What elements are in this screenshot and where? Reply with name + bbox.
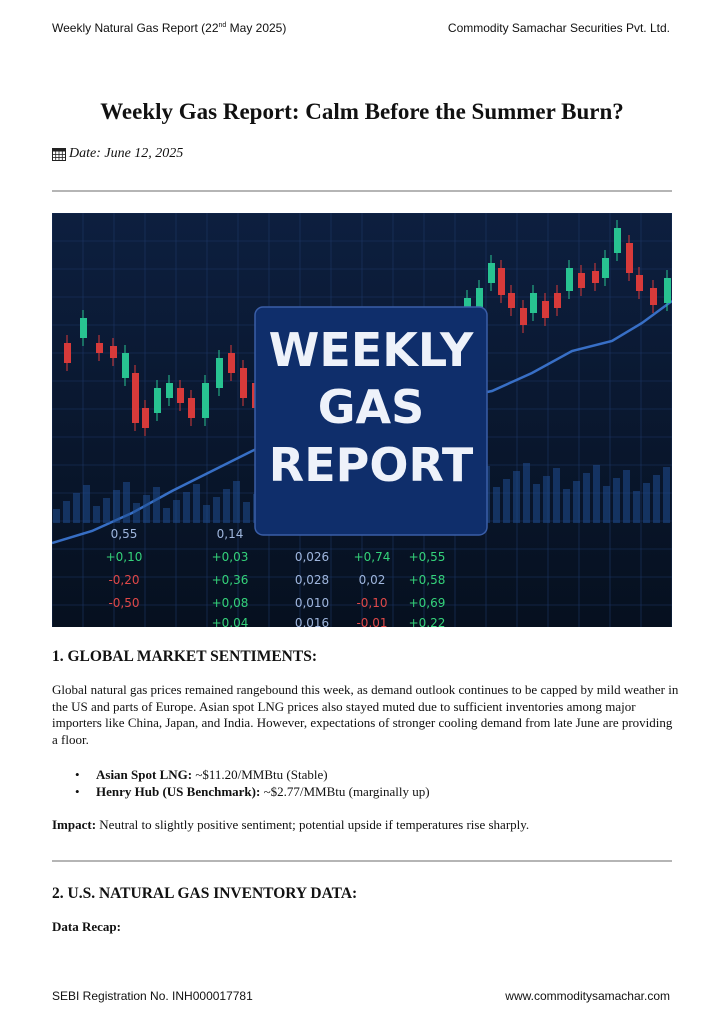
candle (80, 318, 87, 338)
date-line (52, 146, 183, 162)
quote-value: +0,55 (408, 550, 446, 564)
volume-bar (113, 490, 120, 523)
candle (122, 353, 129, 378)
candle (240, 368, 247, 398)
candle (650, 288, 657, 305)
quote-value: 0,010 (294, 596, 330, 610)
candle (520, 308, 527, 325)
quote-value: 0,026 (294, 550, 330, 564)
volume-bar (513, 471, 520, 523)
volume-bar (173, 500, 180, 523)
volume-bar (133, 503, 140, 523)
divider (52, 860, 672, 862)
volume-bar (93, 506, 100, 523)
quote-value: +0,04 (211, 616, 249, 627)
volume-bar (243, 502, 250, 523)
quote-value: +0,03 (211, 550, 249, 564)
candle (542, 301, 549, 318)
quote-value: -0,01 (356, 616, 388, 627)
volume-bar (523, 463, 530, 523)
hero-image (52, 213, 672, 627)
candle (132, 373, 139, 423)
volume-bar (223, 489, 230, 523)
volume-bar (663, 467, 670, 523)
hero-title-line-3: REPORT (268, 438, 474, 492)
volume-bar (493, 487, 500, 523)
bullet-list (75, 766, 430, 800)
candle (578, 273, 585, 288)
quote-value: 0,02 (358, 573, 386, 587)
candle (508, 293, 515, 308)
quote-value: 0,028 (294, 573, 330, 587)
running-header-company: Commodity Samachar Securities Pvt. Ltd. (447, 21, 670, 35)
volume-bar (183, 492, 190, 523)
date-text: Date: June 12, 2025 (69, 146, 184, 161)
volume-bar (123, 482, 130, 523)
candle (177, 388, 184, 403)
volume-bar (143, 495, 150, 523)
volume-bar (623, 470, 630, 523)
quote-value: 0,55 (110, 527, 138, 541)
candle (602, 258, 609, 278)
quote-value: -0,20 (108, 573, 140, 587)
candle (592, 271, 599, 283)
quote-value: +0,10 (105, 550, 143, 564)
volume-bar (583, 473, 590, 523)
footer-website: www.commoditysamachar.com (505, 989, 670, 1003)
page-title: Weekly Gas Report: Calm Before the Summer Burn? (100, 99, 624, 124)
list-item: • Asian Spot LNG: ~$11.20/MMBtu (Stable) (75, 766, 430, 783)
candle (664, 278, 671, 303)
candle (110, 346, 117, 358)
volume-bar (63, 501, 70, 523)
candle (498, 268, 505, 295)
quote-value: +0,58 (408, 573, 446, 587)
running-header-title: Weekly Natural Gas Report (22nd May 2025) (52, 21, 287, 35)
quote-value: -0,10 (356, 596, 388, 610)
volume-bar (203, 505, 210, 523)
quote-value: +0,69 (408, 596, 446, 610)
candle (614, 228, 621, 253)
volume-bar (543, 476, 550, 523)
body-paragraph: Global natural gas prices remained rangebound this week, as demand outlook continues to be capped by mild weather in the US and parts of Europe. Asian spot LNG prices also stayed muted due to sufficient inventories among major importers like China, Japan, and India. However, expectations of stronger cooling demand from late June are providing a floor. (52, 682, 679, 747)
hero-title-line-2: GAS (317, 380, 425, 434)
candle (566, 268, 573, 291)
volume-bar (503, 479, 510, 523)
calendar-icon (52, 147, 66, 161)
hero-title-line-1: WEEKLY (268, 323, 474, 377)
volume-bar (53, 509, 60, 523)
candle (188, 398, 195, 418)
volume-bar (563, 489, 570, 523)
candle (216, 358, 223, 388)
candle (626, 243, 633, 273)
candle (64, 343, 71, 363)
section-heading: 2. U.S. NATURAL GAS INVENTORY DATA: (52, 885, 358, 902)
volume-bar (73, 493, 80, 523)
volume-bar (193, 484, 200, 523)
candle (142, 408, 149, 428)
candle (530, 293, 537, 313)
list-item: • Henry Hub (US Benchmark): ~$2.77/MMBtu (marginally up) (75, 783, 430, 800)
quote-value: +0,74 (353, 550, 391, 564)
quote-value: 0,016 (294, 616, 330, 627)
volume-bar (83, 485, 90, 523)
volume-bar (633, 491, 640, 523)
quote-value: 0,14 (216, 527, 244, 541)
volume-bar (213, 497, 220, 523)
quote-value: +0,36 (211, 573, 249, 587)
volume-bar (643, 483, 650, 523)
hero-title-panel (255, 307, 487, 535)
volume-bar (163, 508, 170, 523)
impact-line: Impact: Neutral to slightly positive sentiment; potential upside if temperatures rise sharply. (52, 817, 530, 832)
section-heading: 1. GLOBAL MARKET SENTIMENTS: (52, 648, 317, 665)
volume-bar (653, 475, 660, 523)
candle (154, 388, 161, 413)
volume-bar (593, 465, 600, 523)
volume-bar (153, 487, 160, 523)
quote-value: +0,22 (408, 616, 446, 627)
volume-bar (603, 486, 610, 523)
volume-bar (573, 481, 580, 523)
volume-bar (553, 468, 560, 523)
volume-bar (233, 481, 240, 523)
volume-bar (613, 478, 620, 523)
candle (636, 275, 643, 291)
candle (228, 353, 235, 373)
quote-value: -0,50 (108, 596, 140, 610)
quote-value: +0,08 (211, 596, 249, 610)
divider (52, 190, 672, 192)
candle (166, 383, 173, 398)
candle (554, 293, 561, 308)
subheading: Data Recap: (52, 919, 121, 934)
candle (202, 383, 209, 418)
candle (476, 288, 483, 308)
volume-bar (533, 484, 540, 523)
candle (488, 263, 495, 283)
volume-bar (103, 498, 110, 523)
footer-registration: SEBI Registration No. INH000017781 (52, 989, 253, 1003)
candle (96, 343, 103, 353)
